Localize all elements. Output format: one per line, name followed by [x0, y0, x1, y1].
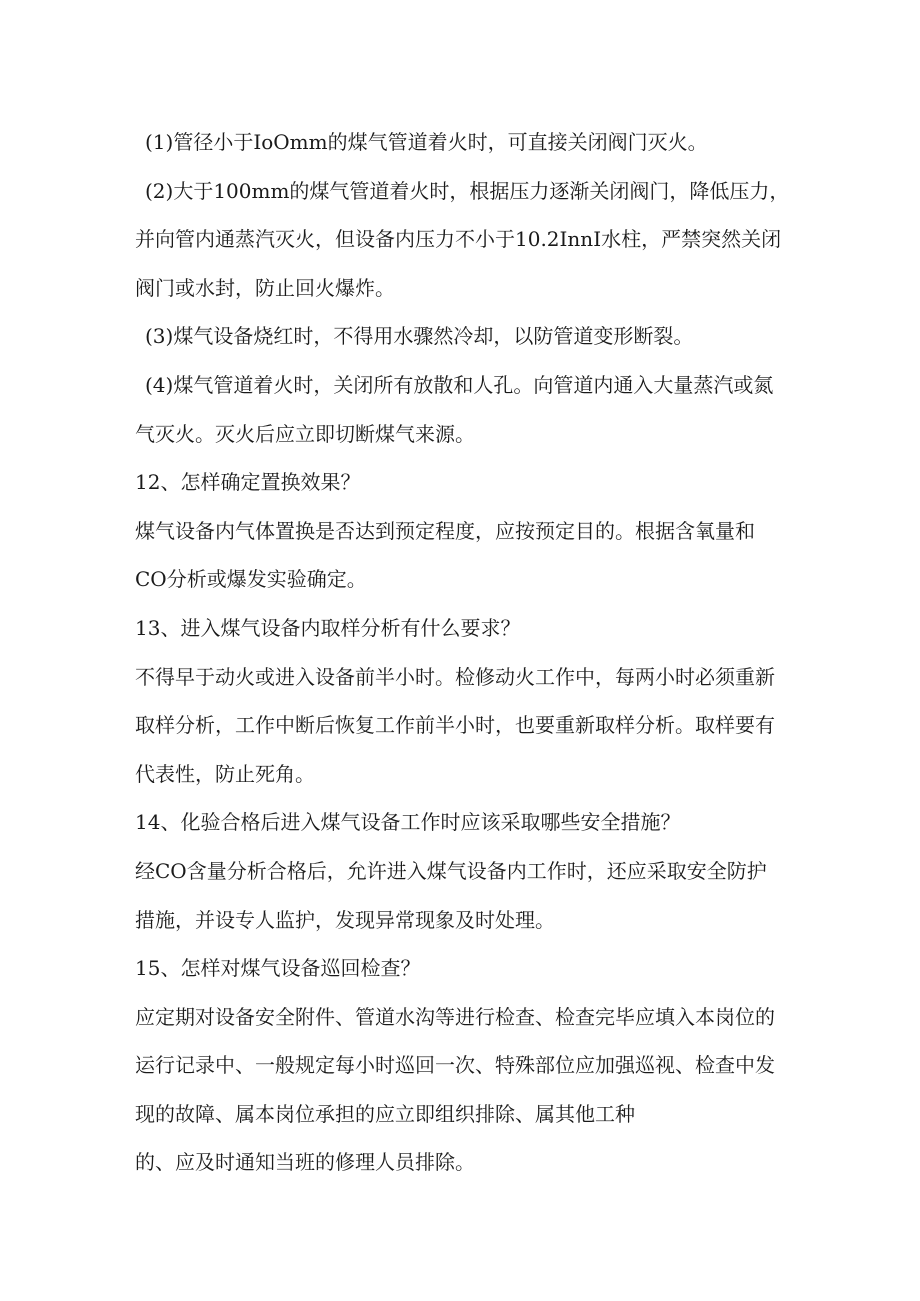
question-heading: 15、怎样对煤气设备巡回检查？: [135, 956, 421, 981]
text-line: 应定期对设备安全附件、管道水沟等进行检查、检查完毕应填入本岗位的: [135, 1004, 775, 1029]
text-line: (4)煤气管道着火时，关闭所有放散和人孔。向管道内通入大量蒸汽或氮: [145, 372, 774, 397]
text-line: 的、应及时通知当班的修理人员排除。: [135, 1150, 475, 1175]
text-line: (3)煤气设备烧红时，不得用水骤然冷却，以防管道变形断裂。: [145, 324, 694, 349]
text-line: 措施，并设专人监护，发现异常现象及时处理。: [135, 907, 555, 932]
text-line: 取样分析，工作中断后恢复工作前半小时，也要重新取样分析。取样要有: [135, 713, 775, 738]
text-line: (1)管径小于IoOmm的煤气管道着火时，可直接关闭阀门灭火。: [145, 130, 708, 154]
document-body: [135, 118, 795, 1187]
text-line: 现的故障、属本岗位承担的应立即组织排除、属其他工种: [135, 1101, 635, 1126]
text-line: 阀门或水封，防止回火爆炸。: [135, 275, 395, 300]
text-line: 不得早于动火或进入设备前半小时。检修动火工作中，每两小时必须重新: [135, 664, 775, 689]
question-heading: 12、怎样确定置换效果？: [135, 470, 361, 495]
text-line: 气灭火。灭火后应立即切断煤气来源。: [135, 421, 475, 446]
text-line: 经CO含量分析合格后，允许进入煤气设备内工作时，还应采取安全防护: [135, 858, 767, 883]
text-line: 并向管内通蒸汽灭火，但设备内压力不小于10.2InnI水柱，严禁突然关闭: [135, 227, 782, 252]
text-line: 煤气设备内气体置换是否达到预定程度，应按预定目的。根据含氧量和: [135, 518, 755, 543]
question-heading: 13、进入煤气设备内取样分析有什么要求？: [135, 615, 521, 640]
text-line: 运行记录中、一般规定每小时巡回一次、特殊部位应加强巡视、检查中发: [135, 1053, 775, 1078]
question-heading: 14、化验合格后进入煤气设备工作时应该采取哪些安全措施？: [135, 810, 681, 835]
text-line: 代表性，防止死角。: [135, 761, 315, 786]
text-line: (2)大于100mm的煤气管道着火时，根据压力逐渐关闭阀门，降低压力，: [145, 178, 790, 203]
text-line: CO分析或爆发实验确定。: [135, 567, 367, 592]
